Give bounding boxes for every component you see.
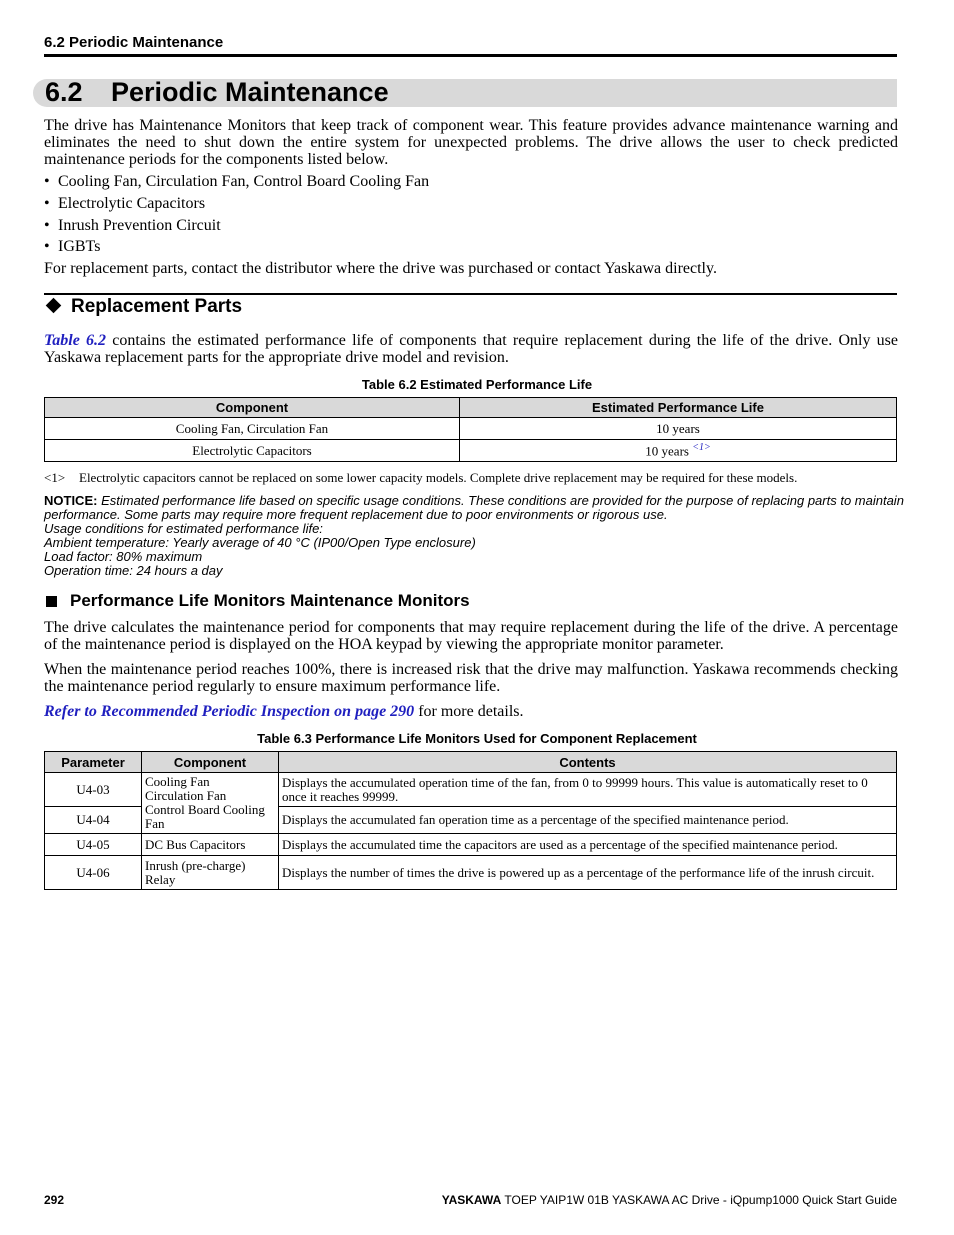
periodic-inspection-link[interactable]: Refer to Recommended Periodic Inspection on page 290 — [44, 703, 415, 720]
footer-doc-title: YASKAWA TOEP YAIP1W 01B YASKAWA AC Drive - iQpump1000 Quick Start Guide — [441, 1193, 897, 1207]
section-rule — [44, 293, 897, 295]
column-header: Estimated Performance Life — [460, 398, 897, 418]
monitors-paragraph-2: When the maintenance period reaches 100%, there is increased risk that the drive may malfunction. Yaskawa recommends checking the maintenance period regularly to ensure maximum performance life. — [44, 661, 898, 695]
column-header: Parameter — [45, 752, 142, 773]
column-header: Component — [142, 752, 279, 773]
bullet-item: • IGBTs — [44, 238, 101, 255]
running-head: 6.2 Periodic Maintenance — [44, 34, 224, 51]
fan-component-cell: Cooling Fan Circulation Fan Control Board Cooling Fan — [142, 773, 279, 834]
section-number: 6.2 — [45, 77, 83, 107]
table-6-2-link[interactable]: Table 6.2 — [44, 332, 107, 349]
column-header: Contents — [279, 752, 897, 773]
replacement-contact-note: For replacement parts, contact the distributor where the drive was purchased or contact Yaskawa directly. — [44, 260, 717, 277]
monitors-table — [44, 751, 897, 890]
replacement-parts-heading: Replacement Parts — [44, 296, 242, 318]
bullet-item: • Electrolytic Capacitors — [44, 195, 206, 212]
monitors-heading: Performance Life Monitors Maintenance Monitors — [44, 591, 470, 611]
table-row: Cooling Fan, Circulation Fan 10 years — [45, 418, 897, 440]
replacement-paragraph: Table 6.2 contains the estimated performance life of components that require replacement during the life of the drive. Only use Yaskawa replacement parts for the appropriate drive model and revision. — [44, 332, 898, 366]
section-title: Periodic Maintenance — [111, 77, 389, 107]
footnote: <1> Electrolytic capacitors cannot be replaced on some lower capacity models. Complete drive replacement may be required for these models. — [44, 470, 798, 485]
table-row: U4-06 Inrush (pre-charge) Relay Displays the number of times the drive is powered up as a percentage of the performance life of the inrush circuit. — [45, 856, 897, 890]
table-row: U4-05 DC Bus Capacitors Displays the accumulated time the capacitors are used as a percentage of the specified maintenance period. — [45, 834, 897, 856]
header-rule — [44, 54, 897, 57]
performance-life-table — [44, 397, 897, 462]
page-number: 292 — [44, 1193, 65, 1207]
footnote-ref-link[interactable]: <1> — [692, 441, 711, 453]
bullet-item: • Inrush Prevention Circuit — [44, 217, 221, 234]
notice-label: NOTICE: — [44, 493, 98, 508]
table-row: Electrolytic Capacitors 10 years $^{<1>}$ — [45, 440, 897, 462]
diamond-icon — [46, 298, 62, 314]
table-row: U4-03 Cooling Fan Circulation Fan Control Board Cooling Fan Displays the accumulated operation time of the fan, from 0 to 99999 hours. This value is automatically reset to 0 once it reaches 99999. — [45, 773, 897, 807]
page-title — [45, 77, 389, 108]
notice-block: NOTICE: Estimated performance life based on specific usage conditions. These conditions are provided for the purpose of replacing parts to maintain performance. Some parts may require more frequent replacement due to poor environments or rigorous use. Usage conditions for estimated performance life: Ambient temperature: Yearly average of 40 °C (IP00/Open Type enclosure) Load factor: 80% maximum Operation time: 24 hours a day — [44, 493, 904, 578]
monitors-paragraph-1: The drive calculates the maintenance period for components that may require replacement during the life of the drive. A percentage of the maintenance period is displayed on the HOA keypad by viewing the appropriate monitor parameter. — [44, 619, 898, 653]
table-6-3-caption: Table 6.3 Performance Life Monitors Used for Component Replacement — [257, 731, 697, 746]
intro-paragraph: The drive has Maintenance Monitors that keep track of component wear. This feature provides advance maintenance warning and eliminates the need to shut down the entire system for unexpected problems. The drive allows the user to check predicted maintenance periods for the components listed below. — [44, 117, 898, 168]
table-6-2-caption: Table 6.2 Estimated Performance Life — [361, 377, 593, 392]
brand-name: YASKAWA — [441, 1193, 502, 1207]
square-bullet-icon — [46, 596, 57, 607]
inspection-reference: Refer to Recommended Periodic Inspection on page 290 for more details. — [44, 703, 524, 720]
column-header: Component — [45, 398, 460, 418]
table-row: U4-04 Displays the accumulated fan operation time as a percentage of the specified maintenance period. — [45, 807, 897, 834]
bullet-item: • Cooling Fan, Circulation Fan, Control Board Cooling Fan — [44, 173, 430, 190]
